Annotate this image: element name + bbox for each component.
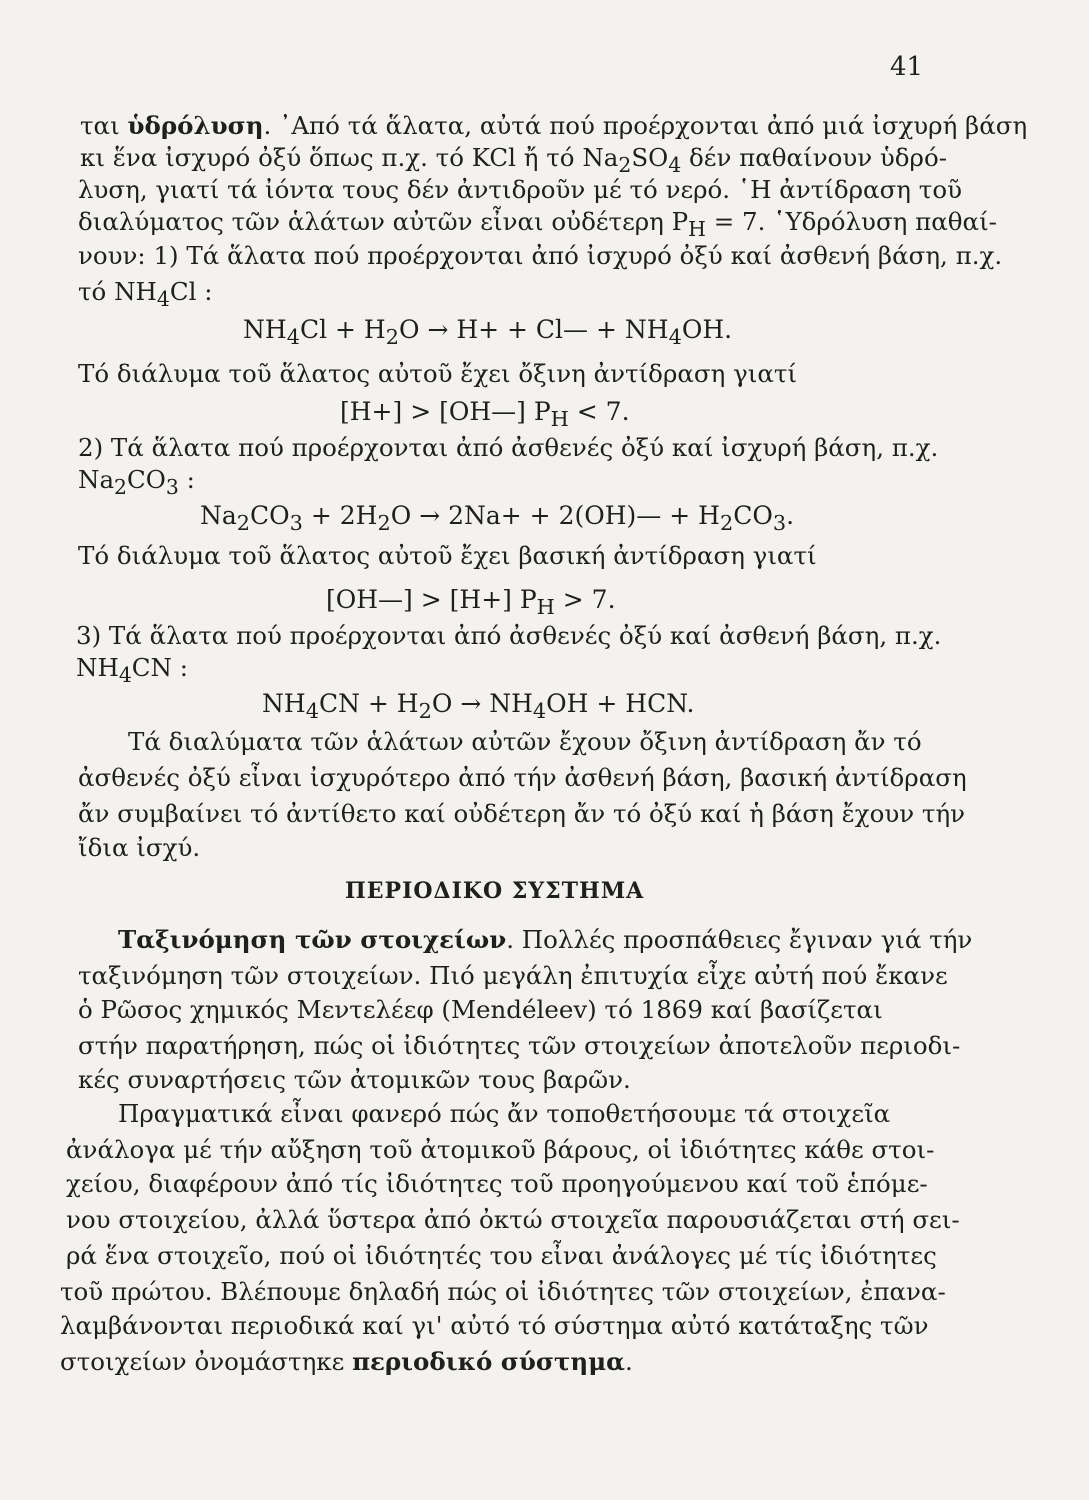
text-line: κι ἕνα ἰσχυρό ὀξύ ὅπως π.χ. τό KCl ἤ τό $Na_2SO_4$ δέν παθαίνουν ὑδρό- bbox=[80, 143, 947, 177]
text-line: Ταξινόμηση τῶν στοιχείων. Πολλές προσπάθειες ἔγιναν γιά τήν bbox=[118, 925, 973, 954]
text-line: κές συναρτήσεις τῶν ἀτομικῶν τους βαρῶν. bbox=[78, 1065, 631, 1094]
text-line: διαλύματος τῶν ἁλάτων αὐτῶν εἶναι οὐδέτερη $P_H = 7$. ῾Υδρόλυση παθαί- bbox=[78, 207, 997, 241]
text-line: 3) Τά ἅλατα πού προέρχονται ἀπό ἀσθενές ὀξύ καί ἀσθενή βάση, π.χ. bbox=[76, 621, 942, 650]
equation-ammonium-chloride: $NH_4Cl + H_2O \to H+$ + Cl— + $NH_4OH$. bbox=[243, 315, 733, 349]
text-line: ἄν συμβαίνει τό ἀντίθετο καί οὐδέτερη ἄν τό ὀξύ καί ἡ βάση ἔχουν τήν bbox=[78, 799, 966, 828]
text-line: τό $NH_4Cl$ : bbox=[78, 277, 213, 311]
page-number: 41 bbox=[890, 52, 924, 82]
text-line: ἀσθενές ὀξύ εἶναι ἰσχυρότερο ἀπό τήν ἀσθενή βάση, βασική ἀντίδραση bbox=[78, 763, 967, 792]
text-line: νουν: 1) Τά ἅλατα πού προέρχονται ἀπό ἰσχυρό ὀξύ καί ἀσθενή βάση, π.χ. bbox=[78, 241, 1003, 270]
text-line: ἀνάλογα μέ τήν αὔξηση τοῦ ἀτομικοῦ βάρους, οἱ ἰδιότητες κάθε στοι- bbox=[66, 1135, 935, 1164]
text-line: λαμβάνονται περιοδικά καί γι' αὐτό τό σύστημα αὐτό κατάταξης τῶν bbox=[60, 1311, 929, 1340]
text-line: 2) Τά ἅλατα πού προέρχονται ἀπό ἀσθενές ὀξύ καί ἰσχυρή βάση, π.χ. bbox=[78, 433, 939, 462]
text-line: Τό διάλυμα τοῦ ἅλατος αὐτοῦ ἔχει βασική ἀντίδραση γιατί bbox=[78, 541, 817, 570]
text-line: $Na_2CO_3$ : bbox=[78, 465, 195, 499]
text-line: ρά ἕνα στοιχεῖο, πού οἱ ἰδιότητές του εἶναι ἀνάλογες μέ τίς ἰδιότητες bbox=[66, 1241, 937, 1270]
text-line: τοῦ πρώτου. Βλέπουμε δηλαδή πώς οἱ ἰδιότητες τῶν στοιχείων, ἐπανα- bbox=[60, 1277, 946, 1306]
text-line: ὁ Ρῶσος χημικός Μεντελέεφ (Mendéleev) τό 1869 καί βασίζεται bbox=[78, 995, 883, 1024]
text-line: Τά διαλύματα τῶν ἁλάτων αὐτῶν ἔχουν ὄξινη ἀντίδραση ἄν τό bbox=[128, 727, 922, 756]
text-line: $NH_4CN$ : bbox=[76, 653, 189, 687]
text-line: Τό διάλυμα τοῦ ἅλατος αὐτοῦ ἔχει ὄξινη ἀντίδραση γιατί bbox=[78, 359, 798, 388]
text-line: στοιχείων ὀνομάστηκε περιοδικό σύστημα. bbox=[60, 1347, 633, 1376]
equation-ammonium-cyanide: $NH_4CN + H_2O \to NH_4OH$ + HCN. bbox=[262, 689, 695, 723]
text-line: χείου, διαφέρουν ἀπό τίς ἰδιότητες τοῦ προηγούμενου καί τοῦ ἑπόμε- bbox=[66, 1169, 928, 1198]
text-line: Πραγματικά εἶναι φανερό πώς ἄν τοποθετήσουμε τά στοιχεῖα bbox=[118, 1099, 891, 1128]
text-line: ταξινόμηση τῶν στοιχείων. Πιό μεγάλη ἐπιτυχία εἶχε αὐτή πού ἔκανε bbox=[78, 961, 948, 990]
text-line: νου στοιχείου, ἀλλά ὕστερα ἀπό ὀκτώ στοιχεῖα παρουσιάζεται στή σει- bbox=[66, 1205, 960, 1234]
text-line: ἴδια ἰσχύ. bbox=[78, 833, 201, 862]
condition-basic: [OH—] > [H+] $P_H > 7$. bbox=[326, 585, 616, 619]
text-line: λυση, γιατί τά ἰόντα τους δέν ἀντιδροῦν μέ τό νερό. ῾Η ἀντίδραση τοῦ bbox=[78, 175, 962, 204]
text-line: στήν παρατήρηση, πώς οἱ ἰδιότητες τῶν στοιχείων ἀποτελοῦν περιοδι- bbox=[78, 1031, 961, 1060]
condition-acidic: [H+] > [OH—] $P_H < 7$. bbox=[340, 397, 630, 431]
text-line: ται ὑδρόλυση. ᾿Από τά ἅλατα, αὐτά πού προέρχονται ἀπό μιά ἰσχυρή βάση bbox=[80, 111, 1028, 140]
equation-sodium-carbonate: $Na_2CO_3 + 2H_2O \to 2Na+$ + 2(OH)— + $H_2CO_3$. bbox=[200, 501, 795, 535]
section-heading: ΠΕΡΙΟΔΙΚΟ ΣΥΣΤΗΜΑ bbox=[345, 878, 645, 904]
